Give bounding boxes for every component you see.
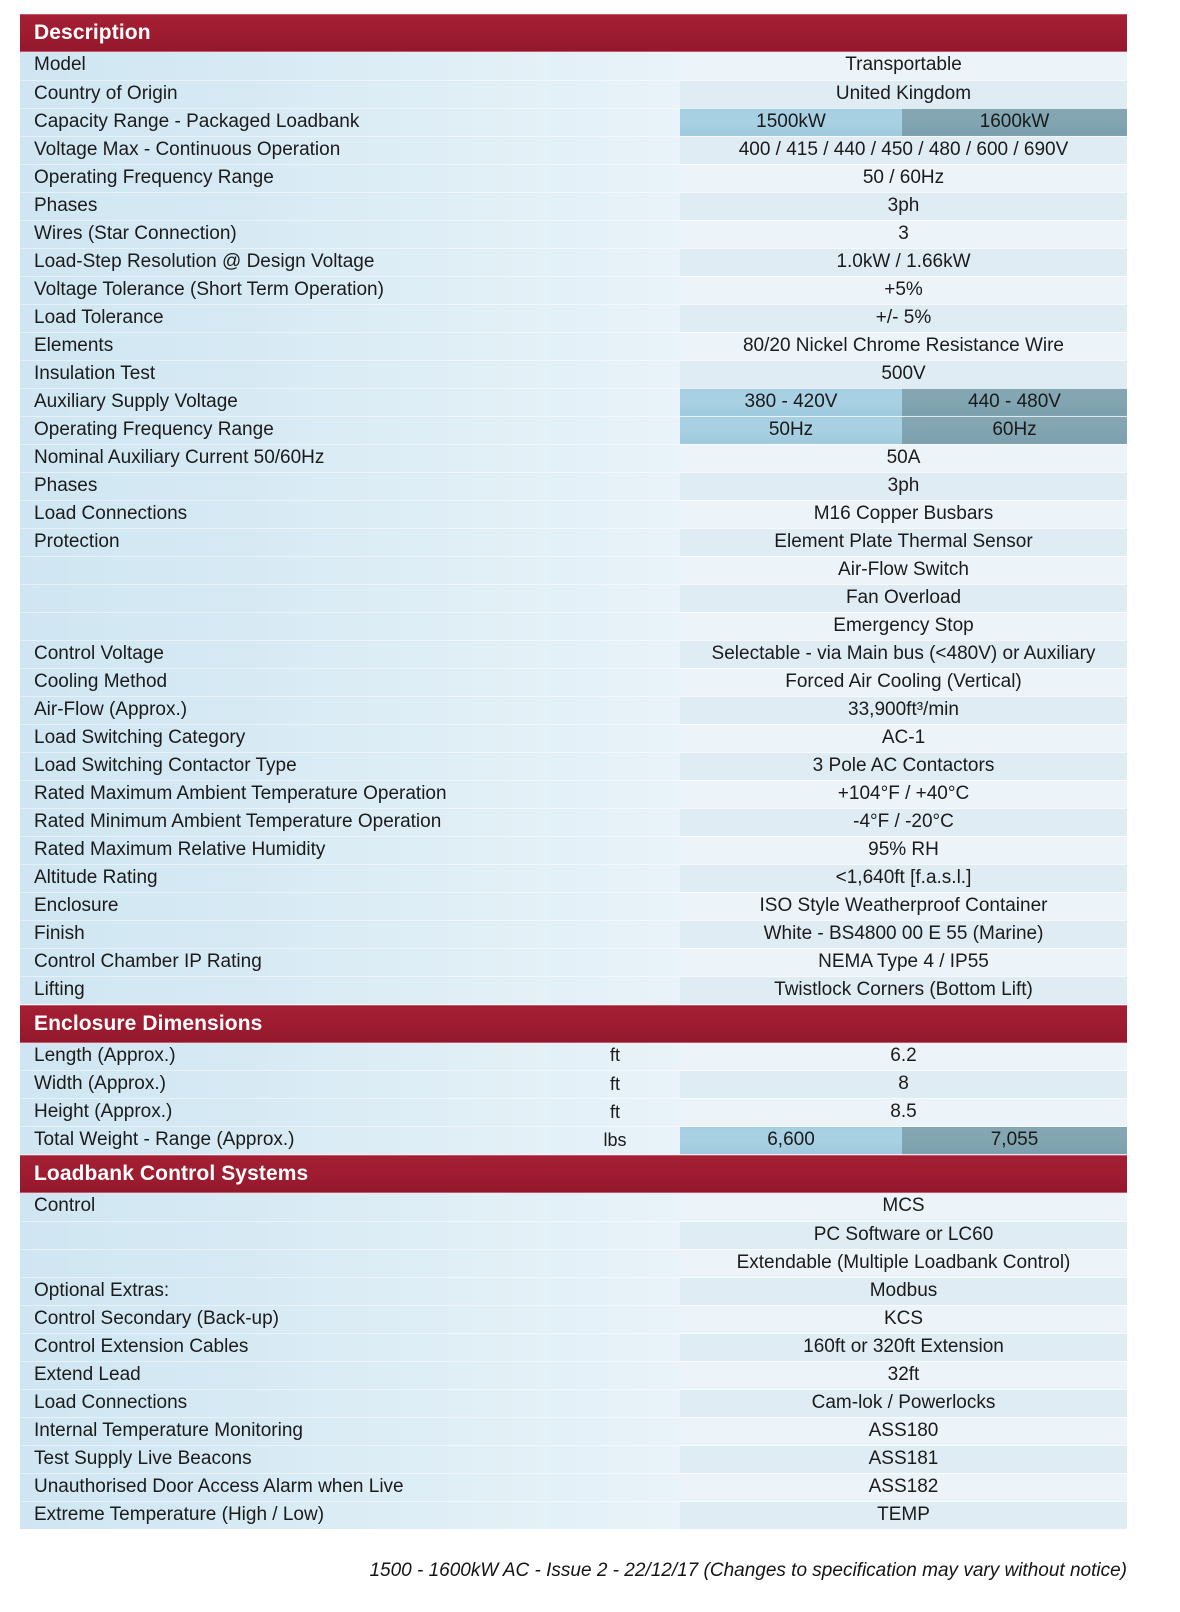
spec-label: Nominal Auxiliary Current 50/60Hz [20,444,550,472]
spec-label: Test Supply Live Beacons [20,1445,550,1473]
spec-value: ASS182 [680,1473,1127,1501]
spec-value: 80/20 Nickel Chrome Resistance Wire [680,332,1127,360]
spec-row [20,1249,1127,1277]
spec-unit [550,108,680,136]
spec-unit [550,1417,680,1445]
section-header-description [20,14,1127,52]
spec-label: Internal Temperature Monitoring [20,1417,550,1445]
spec-value-secondary: 440 - 480V [902,388,1127,416]
spec-label: Control [20,1193,550,1221]
spec-unit [550,528,680,556]
spec-value-primary: 1500kW [680,108,902,136]
spec-unit [550,892,680,920]
spec-row [20,332,1127,360]
spec-unit [550,220,680,248]
spec-value: 3ph [680,192,1127,220]
spec-value: NEMA Type 4 / IP55 [680,948,1127,976]
spec-row [20,584,1127,612]
spec-row [20,1099,1127,1127]
spec-label: Voltage Max - Continuous Operation [20,136,550,164]
spec-unit: ft [550,1099,680,1127]
spec-row [20,136,1127,164]
spec-row [20,360,1127,388]
section-header-row [20,14,1127,52]
spec-value: 3ph [680,472,1127,500]
spec-unit: lbs [550,1127,680,1155]
spec-unit [550,416,680,444]
spec-value: Element Plate Thermal Sensor [680,528,1127,556]
spec-unit [550,696,680,724]
spec-row [20,696,1127,724]
spec-unit: ft [550,1043,680,1071]
spec-value: 95% RH [680,836,1127,864]
spec-value: ASS180 [680,1417,1127,1445]
section-header-row [20,1155,1127,1194]
spec-label: Load Connections [20,500,550,528]
spec-unit [550,976,680,1004]
spec-value: <1,640ft [f.a.s.l.] [680,864,1127,892]
spec-label: Operating Frequency Range [20,416,550,444]
spec-row [20,612,1127,640]
spec-unit: ft [550,1071,680,1099]
section-header-row [20,1004,1127,1043]
spec-unit [550,584,680,612]
spec-label: Extend Lead [20,1361,550,1389]
spec-unit [550,444,680,472]
spec-row [20,276,1127,304]
spec-label: Optional Extras: [20,1277,550,1305]
section-title: Loadbank Control Systems [20,1155,1127,1193]
spec-label: Rated Maximum Ambient Temperature Operation [20,780,550,808]
spec-value: 6.2 [680,1043,1127,1071]
spec-value: M16 Copper Busbars [680,500,1127,528]
spec-unit [550,360,680,388]
spec-value-primary: 380 - 420V [680,388,902,416]
spec-label: Load Switching Contactor Type [20,752,550,780]
spec-label [20,584,550,612]
spec-label [20,556,550,584]
spec-row [20,1221,1127,1249]
spec-label: Height (Approx.) [20,1099,550,1127]
spec-row [20,1305,1127,1333]
spec-label: Finish [20,920,550,948]
spec-value: MCS [680,1193,1127,1221]
spec-unit [550,864,680,892]
spec-label: Insulation Test [20,360,550,388]
spec-unit [550,192,680,220]
spec-label: Load Switching Category [20,724,550,752]
spec-value: Modbus [680,1277,1127,1305]
spec-value-primary: 6,600 [680,1127,902,1155]
spec-value: -4°F / -20°C [680,808,1127,836]
spec-label: Protection [20,528,550,556]
spec-value-secondary: 1600kW [902,108,1127,136]
section-title: Enclosure Dimensions [20,1005,1127,1043]
spec-label: Rated Maximum Relative Humidity [20,836,550,864]
spec-row [20,1071,1127,1099]
spec-label: Phases [20,192,550,220]
spec-label [20,1221,550,1249]
spec-unit [550,136,680,164]
spec-row [20,920,1127,948]
spec-unit [550,1501,680,1529]
spec-row [20,1417,1127,1445]
spec-row [20,108,1127,136]
spec-label: Load Connections [20,1389,550,1417]
spec-unit [550,612,680,640]
spec-label: Extreme Temperature (High / Low) [20,1501,550,1529]
spec-row [20,1473,1127,1501]
spec-value: ASS181 [680,1445,1127,1473]
spec-row [20,752,1127,780]
spec-row [20,1333,1127,1361]
spec-unit [550,1473,680,1501]
spec-value: 33,900ft³/min [680,696,1127,724]
spec-label: Length (Approx.) [20,1043,550,1071]
spec-value: 8 [680,1071,1127,1099]
spec-unit [550,640,680,668]
spec-unit [550,920,680,948]
spec-label: Width (Approx.) [20,1071,550,1099]
spec-row [20,1127,1127,1155]
spec-label: Model [20,52,550,80]
spec-unit [550,304,680,332]
spec-value: 32ft [680,1361,1127,1389]
spec-row [20,640,1127,668]
spec-unit [550,52,680,80]
spec-label: Unauthorised Door Access Alarm when Live [20,1473,550,1501]
spec-row [20,892,1127,920]
spec-label: Load-Step Resolution @ Design Voltage [20,248,550,276]
spec-row [20,1445,1127,1473]
spec-value: +104°F / +40°C [680,780,1127,808]
spec-label: Country of Origin [20,80,550,108]
specification-table [20,14,1127,1530]
spec-row [20,444,1127,472]
spec-unit [550,388,680,416]
spec-unit [550,668,680,696]
spec-value: Cam-lok / Powerlocks [680,1389,1127,1417]
spec-row [20,80,1127,108]
spec-label: Voltage Tolerance (Short Term Operation) [20,276,550,304]
spec-row [20,808,1127,836]
spec-label: Cooling Method [20,668,550,696]
footer-disclaimer: 1500 - 1600kW AC - Issue 2 - 22/12/17 (Changes to specification may vary without notice) [369,1559,1127,1581]
spec-row [20,976,1127,1004]
spec-unit [550,948,680,976]
spec-value: Selectable - via Main bus (<480V) or Auxiliary [680,640,1127,668]
spec-unit [550,248,680,276]
spec-value: White - BS4800 00 E 55 (Marine) [680,920,1127,948]
spec-row [20,220,1127,248]
spec-label: Control Chamber IP Rating [20,948,550,976]
spec-row [20,864,1127,892]
spec-label: Elements [20,332,550,360]
spec-value: 1.0kW / 1.66kW [680,248,1127,276]
spec-label: Lifting [20,976,550,1004]
spec-row [20,1389,1127,1417]
spec-value: Twistlock Corners (Bottom Lift) [680,976,1127,1004]
spec-label: Load Tolerance [20,304,550,332]
spec-row [20,1501,1127,1529]
spec-unit [550,1221,680,1249]
spec-label: Total Weight - Range (Approx.) [20,1127,550,1155]
spec-label: Control Voltage [20,640,550,668]
spec-value: AC-1 [680,724,1127,752]
spec-label: Rated Minimum Ambient Temperature Operation [20,808,550,836]
spec-row [20,724,1127,752]
spec-label: Air-Flow (Approx.) [20,696,550,724]
spec-row [20,248,1127,276]
spec-value: Fan Overload [680,584,1127,612]
spec-row [20,528,1127,556]
spec-unit [550,1249,680,1277]
spec-row [20,556,1127,584]
spec-value: +/- 5% [680,304,1127,332]
spec-value-primary: 50Hz [680,416,902,444]
spec-unit [550,80,680,108]
spec-label: Wires (Star Connection) [20,220,550,248]
spec-value: Emergency Stop [680,612,1127,640]
spec-value: 50 / 60Hz [680,164,1127,192]
spec-value: PC Software or LC60 [680,1221,1127,1249]
spec-label: Capacity Range - Packaged Loadbank [20,108,550,136]
spec-value: Forced Air Cooling (Vertical) [680,668,1127,696]
spec-unit [550,1361,680,1389]
spec-unit [550,1389,680,1417]
spec-row [20,836,1127,864]
spec-unit [550,1277,680,1305]
spec-unit [550,808,680,836]
spec-value: KCS [680,1305,1127,1333]
spec-label: Phases [20,472,550,500]
section-header-enclosure-dimensions [20,1004,1127,1043]
spec-row [20,192,1127,220]
section-header-loadbank-control-systems [20,1155,1127,1194]
spec-value: Transportable [680,52,1127,80]
spec-row [20,1043,1127,1071]
spec-value: 160ft or 320ft Extension [680,1333,1127,1361]
spec-row [20,416,1127,444]
spec-unit [550,332,680,360]
spec-unit [550,780,680,808]
spec-value: ISO Style Weatherproof Container [680,892,1127,920]
spec-unit [550,752,680,780]
spec-row [20,668,1127,696]
spec-unit [550,556,680,584]
spec-label: Auxiliary Supply Voltage [20,388,550,416]
section-title: Description [20,14,1127,52]
spec-value: TEMP [680,1501,1127,1529]
spec-row [20,1277,1127,1305]
spec-label: Control Secondary (Back-up) [20,1305,550,1333]
spec-unit [550,1193,680,1221]
spec-value: Extendable (Multiple Loadbank Control) [680,1249,1127,1277]
spec-row [20,948,1127,976]
spec-label: Enclosure [20,892,550,920]
spec-value-secondary: 60Hz [902,416,1127,444]
spec-value: Air-Flow Switch [680,556,1127,584]
spec-value: 8.5 [680,1099,1127,1127]
spec-unit [550,836,680,864]
spec-unit [550,1305,680,1333]
spec-label: Operating Frequency Range [20,164,550,192]
spec-unit [550,276,680,304]
spec-value: 400 / 415 / 440 / 450 / 480 / 600 / 690V [680,136,1127,164]
spec-row [20,1193,1127,1221]
spec-unit [550,500,680,528]
spec-row [20,52,1127,80]
spec-row [20,780,1127,808]
spec-row [20,304,1127,332]
spec-row [20,164,1127,192]
spec-unit [550,1445,680,1473]
spec-unit [550,472,680,500]
spec-label [20,1249,550,1277]
spec-value: 3 [680,220,1127,248]
spec-value: +5% [680,276,1127,304]
spec-unit [550,724,680,752]
spec-label [20,612,550,640]
spec-value: 50A [680,444,1127,472]
spec-row [20,472,1127,500]
spec-row [20,500,1127,528]
spec-label: Control Extension Cables [20,1333,550,1361]
spec-value: 3 Pole AC Contactors [680,752,1127,780]
spec-unit [550,164,680,192]
spec-row [20,388,1127,416]
spec-value: United Kingdom [680,80,1127,108]
spec-value-secondary: 7,055 [902,1127,1127,1155]
spec-value: 500V [680,360,1127,388]
spec-row [20,1361,1127,1389]
spec-unit [550,1333,680,1361]
spec-label: Altitude Rating [20,864,550,892]
